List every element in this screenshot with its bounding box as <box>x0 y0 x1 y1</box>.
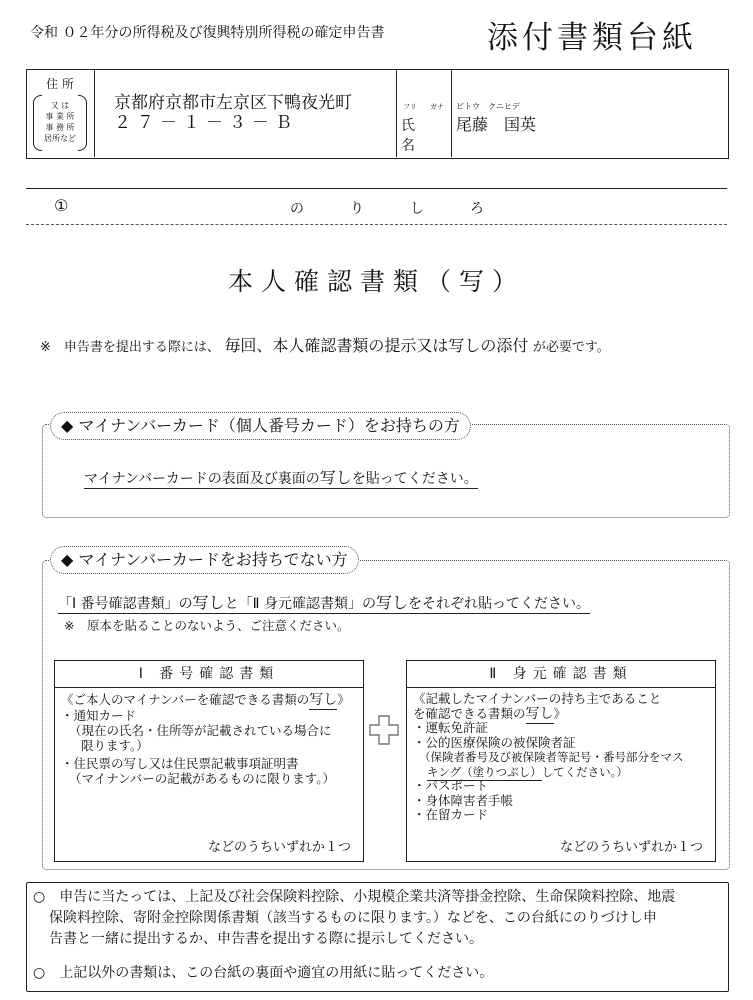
list2-intro-2c: 》 <box>553 705 567 721</box>
list2-intro-2a: を確認できる書類の <box>413 705 526 721</box>
address-sublabel-4: 居所など <box>44 134 76 143</box>
notice-prefix: ※ 申告書を提出する際には、 <box>40 340 220 355</box>
no-mynumber-instruction <box>58 590 590 613</box>
furigana-label-1: フリ <box>403 103 417 111</box>
name-value: 尾藤 国英 <box>456 115 537 134</box>
identity-verification-heading: Ⅱ 身元確認書類 <box>407 661 715 688</box>
notice-text <box>40 333 610 356</box>
mynumber-instruction-b: 写し <box>319 468 352 487</box>
no-mynumber-instruction-c: と「Ⅱ 身元確認書類」の <box>224 596 376 612</box>
no-mynumber-instruction-a: 「Ⅰ 番号確認書類」の <box>58 596 193 612</box>
address-sublabel-3: 事 務 所 <box>45 123 75 132</box>
list2-intro-2 <box>413 707 709 722</box>
address-sublabel-2: 事 業 所 <box>45 112 75 121</box>
mynumber-card-heading: ◆ マイナンバーカード（個人番号カード）をお持ちの方 <box>50 412 471 440</box>
list1-intro <box>61 692 357 708</box>
name-label-cell <box>396 69 452 157</box>
address-sublabel-1: 又 は <box>50 101 70 110</box>
list2-item-2: ・公的医療保険の被保険者証 <box>413 734 576 750</box>
footer-note-2: ○ 上記以外の書類は、この台紙の裏面や適宜の用紙に貼ってください。 <box>33 965 494 981</box>
form-header-title: 令和 ０２年分の所得税及び復興特別所得税の確定申告書 <box>30 25 385 41</box>
list2-intro-2b: 写し <box>525 705 554 722</box>
list2-item-5: ・在留カード <box>413 807 489 822</box>
list1-item-1: ・通知カード <box>61 708 137 723</box>
name-kana: ビトウ クニヒデ <box>456 102 520 111</box>
number-verification-heading: Ⅰ 番号確認書類 <box>55 661 363 688</box>
glue-margin-divider <box>26 224 727 225</box>
no-mynumber-instruction-d: 写し <box>375 593 408 612</box>
identity-verification-box <box>406 660 716 862</box>
number-verification-body <box>55 688 363 790</box>
footer-notes-box <box>26 882 729 992</box>
list2-item-4: ・身体障害者手帳 <box>413 792 514 808</box>
name-label: 氏 名 <box>401 118 421 154</box>
nori-label: のりしろ <box>290 201 530 217</box>
list2-item-2-sub-2 <box>413 765 709 780</box>
list1-footer: などのうちいずれか１つ <box>207 840 351 855</box>
list1-item-2: ・住民票の写し又は住民票記載事項証明書 <box>61 756 299 771</box>
mynumber-card-instruction <box>84 465 478 488</box>
footer-note-1 <box>33 887 675 950</box>
nori-number: ① <box>54 196 69 215</box>
footer-line-1: ○ 申告に当たっては、上記及び社会保険料控除、小規模企業共済等掛金控除、生命保険料控除、地震 <box>33 889 676 905</box>
list1-item-1-sub-1: （現在の氏名・住所等が記載されている場合に <box>69 723 332 738</box>
list2-footer: などのうちいずれか１つ <box>559 840 703 855</box>
list2-item-2-sub-1: （保険者番号及び被保険者等記号・番号部分をマス <box>419 750 684 764</box>
list1-item-1-sub-2: 限ります。） <box>81 738 149 753</box>
section-title: 本人確認書類（写） <box>227 267 525 296</box>
furigana-label-2: ガナ <box>430 103 444 111</box>
list2-item-2-sub-2b: してください。） <box>541 764 628 779</box>
mynumber-instruction-a: マイナンバーカードの表面及び裏面の <box>84 471 320 487</box>
list1-item-2-sub: （マイナンバーの記載があるものに限ります。） <box>69 771 336 786</box>
plus-icon <box>368 714 400 746</box>
no-mynumber-instruction-b: 写し <box>192 593 225 612</box>
list1-intro-a: 《ご本人のマイナンバーを確認できる書類の <box>61 692 310 707</box>
list2-masking-note: キング（塗りつぶし） <box>427 764 542 779</box>
number-verification-box <box>54 660 364 862</box>
address-line-2: ２７－１－３－Ｂ <box>114 113 298 133</box>
mynumber-instruction-c: を貼ってください。 <box>351 471 478 487</box>
no-mynumber-instruction-e: をそれぞれ貼ってください。 <box>407 596 590 612</box>
identity-verification-body <box>407 688 715 827</box>
list2-item-1: ・運転免許証 <box>413 720 489 735</box>
footer-line-3: 告書と一緒に提出するか、申告書を提出する際に提示してください。 <box>49 931 483 947</box>
original-caution: ※ 原本を貼ることのないよう、ご注意ください。 <box>64 618 350 633</box>
notice-suffix: が必要です。 <box>532 340 610 355</box>
list1-intro-c: 》 <box>337 692 350 707</box>
address-line-1: 京都府京都市左京区下鴨夜光町 <box>114 93 352 113</box>
address-sublabel-bracket <box>33 95 87 149</box>
address-value <box>114 93 352 133</box>
list1-intro-b: 写し <box>309 692 338 708</box>
document-title: 添付書類台紙 <box>487 20 697 56</box>
footer-line-2: 保険料控除、寄附金控除関係書類（該当するものに限ります。）などを、この台紙にのりづけし申 <box>49 910 657 926</box>
notice-emphasis: 毎回、本人確認書類の提示又は写しの添付 <box>224 336 529 355</box>
list2-intro-1: 《記載したマイナンバーの持ち主であること <box>413 691 662 706</box>
no-mynumber-heading: ◆ マイナンバーカードをお持ちでない方 <box>50 546 359 574</box>
list2-item-3: ・パスポート <box>413 778 489 793</box>
address-label-cell <box>26 69 95 157</box>
address-label: 住 所 <box>46 77 74 91</box>
